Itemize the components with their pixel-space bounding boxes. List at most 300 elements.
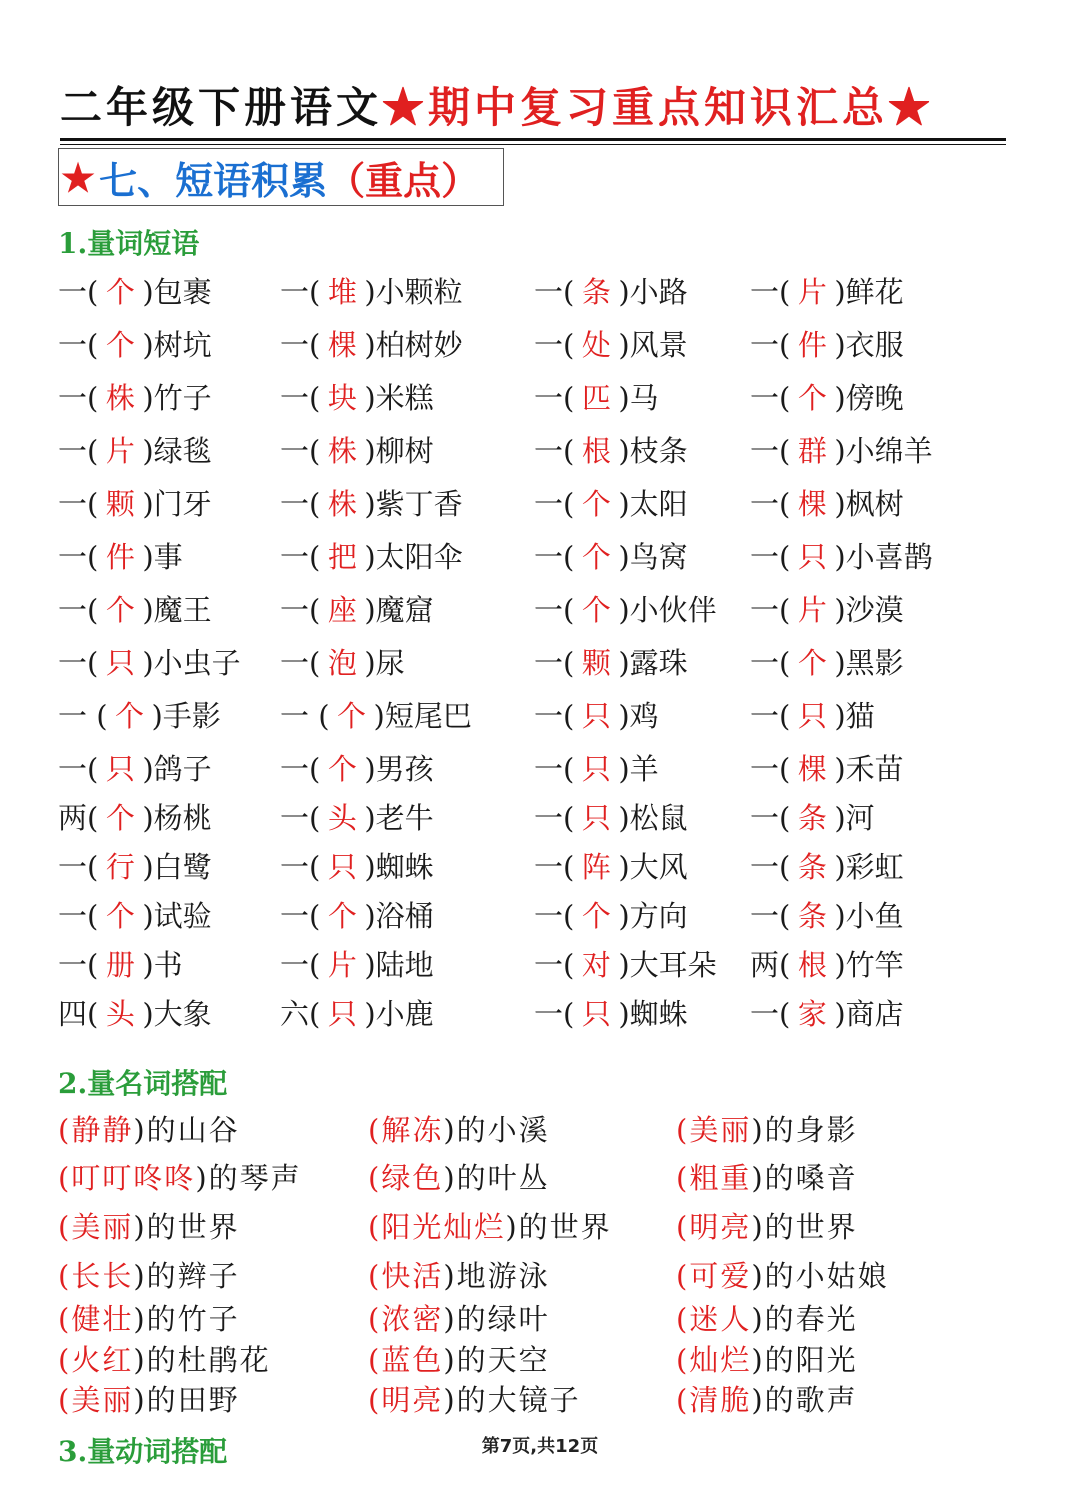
phrase-rest: )的叶丛 — [443, 1161, 550, 1195]
measure-phrase — [534, 643, 688, 683]
phrase-noun: )手影 — [151, 699, 221, 733]
phrase-noun: )露珠 — [618, 646, 688, 680]
answer-measure-word: 件 — [797, 328, 827, 362]
answer-measure-word: 株 — [327, 487, 357, 521]
measure-phrase — [750, 643, 904, 683]
answer-measure-word: 个 — [105, 801, 135, 835]
phrase-prefix: 一( — [534, 699, 575, 733]
measure-phrase — [58, 696, 221, 736]
measure-phrase — [58, 798, 212, 838]
phrase-noun: )试验 — [142, 899, 212, 933]
measure-phrase — [280, 431, 434, 471]
phrase-open-paren: ( — [676, 1210, 690, 1244]
answer-adjective: 蓝色 — [381, 1343, 444, 1377]
answer-measure-word: 片 — [105, 434, 135, 468]
noun-phrase — [676, 1299, 858, 1339]
phrase-noun: )黑影 — [834, 646, 904, 680]
phrase-prefix: 一( — [58, 540, 99, 574]
phrase-open-paren: ( — [58, 1343, 72, 1377]
measure-phrase — [750, 994, 904, 1034]
measure-phrase — [750, 378, 904, 418]
answer-measure-word: 只 — [581, 997, 611, 1031]
answer-measure-word: 只 — [105, 752, 135, 786]
phrase-noun: )羊 — [618, 752, 659, 786]
phrase-prefix: 一( — [534, 646, 575, 680]
phrase-rest: )的竹子 — [133, 1302, 240, 1336]
phrase-noun: )尿 — [364, 646, 405, 680]
phrase-noun: )枫树 — [834, 487, 904, 521]
answer-measure-word: 根 — [797, 948, 827, 982]
page-title-block — [60, 80, 1006, 145]
measure-phrase — [58, 896, 212, 936]
phrase-open-paren: ( — [368, 1343, 382, 1377]
phrase-prefix: 一( — [58, 381, 99, 415]
phrase-noun: )小绵羊 — [834, 434, 933, 468]
measure-phrase — [58, 431, 212, 471]
measure-row — [58, 484, 1018, 537]
phrase-prefix: 一( — [280, 328, 321, 362]
measure-phrase — [750, 847, 904, 887]
answer-measure-word: 个 — [797, 381, 827, 415]
title-underline-thin — [60, 144, 1006, 145]
phrase-prefix: 一( — [58, 328, 99, 362]
measure-phrase — [280, 798, 434, 838]
answer-adjective: 解冻 — [381, 1113, 444, 1147]
phrase-prefix: 一( — [280, 948, 321, 982]
noun-phrase — [368, 1299, 550, 1339]
subheading-verb-phrases: 3.量动词搭配 — [58, 1435, 228, 1468]
answer-measure-word: 条 — [797, 899, 827, 933]
answer-measure-word: 群 — [797, 434, 827, 468]
title-part-red: ★期中复习重点知识汇总★ — [382, 83, 935, 132]
answer-adjective: 长长 — [71, 1259, 134, 1293]
answer-measure-word: 棵 — [797, 487, 827, 521]
measure-row — [58, 696, 1018, 749]
phrase-prefix: 一( — [534, 593, 575, 627]
measure-phrase — [58, 590, 212, 630]
phrase-noun: )太阳伞 — [364, 540, 463, 574]
phrase-noun: )方向 — [618, 899, 688, 933]
noun-phrase — [676, 1110, 858, 1150]
phrase-rest: )的大镜子 — [443, 1383, 581, 1417]
answer-measure-word: 把 — [327, 540, 357, 574]
answer-measure-word: 个 — [581, 593, 611, 627]
phrase-noun: )小伙伴 — [618, 593, 717, 627]
phrase-open-paren: ( — [58, 1259, 72, 1293]
phrase-open-paren: ( — [368, 1113, 382, 1147]
measure-phrase — [750, 537, 933, 577]
measure-phrase — [58, 847, 212, 887]
answer-measure-word: 行 — [105, 850, 135, 884]
phrase-prefix: 一( — [750, 593, 791, 627]
measure-phrase — [750, 272, 904, 312]
measure-phrase — [534, 537, 688, 577]
phrase-noun: )蜘蛛 — [364, 850, 434, 884]
phrase-prefix: 一( — [534, 275, 575, 309]
phrase-noun: )短尾巴 — [373, 699, 472, 733]
noun-phrase — [368, 1340, 550, 1380]
phrase-noun: )小鹿 — [364, 997, 434, 1031]
phrase-noun: )柏树妙 — [364, 328, 463, 362]
noun-phrase — [368, 1380, 581, 1420]
measure-phrase — [534, 590, 717, 630]
answer-measure-word: 棵 — [327, 328, 357, 362]
answer-measure-word: 片 — [797, 275, 827, 309]
phrase-prefix: 一( — [280, 540, 321, 574]
phrase-rest: )的世界 — [505, 1210, 612, 1244]
answer-adjective: 明亮 — [689, 1210, 752, 1244]
phrase-prefix: 一( — [58, 593, 99, 627]
phrase-open-paren: ( — [676, 1113, 690, 1147]
phrase-noun: )陆地 — [364, 948, 434, 982]
answer-adjective: 美丽 — [689, 1113, 752, 1147]
answer-adjective: 迷人 — [689, 1302, 752, 1336]
subheading-noun-phrases: 2.量名词搭配 — [58, 1067, 228, 1100]
phrase-noun: )小路 — [618, 275, 688, 309]
phrase-prefix: 一( — [750, 275, 791, 309]
answer-measure-word: 个 — [581, 540, 611, 574]
measure-phrase — [58, 749, 212, 789]
measure-phrase — [534, 945, 717, 985]
phrase-noun: )白鹭 — [142, 850, 212, 884]
measure-phrase — [280, 643, 405, 683]
measure-row — [58, 325, 1018, 378]
answer-measure-word: 颗 — [581, 646, 611, 680]
phrase-noun: )彩虹 — [834, 850, 904, 884]
answer-measure-word: 块 — [327, 381, 357, 415]
measure-phrase — [534, 378, 659, 418]
phrase-prefix: 一( — [750, 752, 791, 786]
answer-adjective: 粗重 — [689, 1161, 752, 1195]
phrase-prefix: 一( — [534, 487, 575, 521]
phrase-prefix: 两( — [58, 801, 99, 835]
answer-measure-word: 个 — [327, 899, 357, 933]
section-heading — [58, 148, 504, 206]
answer-measure-word: 个 — [337, 699, 367, 733]
phrase-noun: )树坑 — [142, 328, 212, 362]
noun-phrase — [58, 1340, 271, 1380]
phrase-open-paren: ( — [368, 1210, 382, 1244]
answer-measure-word: 条 — [797, 801, 827, 835]
phrase-prefix: 一( — [58, 487, 99, 521]
phrase-prefix: 一( — [280, 381, 321, 415]
phrase-prefix: 一( — [750, 540, 791, 574]
answer-measure-word: 株 — [327, 434, 357, 468]
answer-measure-word: 头 — [105, 997, 135, 1031]
answer-measure-word: 只 — [327, 850, 357, 884]
phrase-open-paren: ( — [368, 1383, 382, 1417]
phrase-prefix: 一( — [750, 850, 791, 884]
phrase-noun: )沙漠 — [834, 593, 904, 627]
phrase-noun: )蜘蛛 — [618, 997, 688, 1031]
phrase-prefix: 一( — [280, 487, 321, 521]
phrase-noun: )松鼠 — [618, 801, 688, 835]
answer-measure-word: 片 — [797, 593, 827, 627]
phrase-rest: )的天空 — [443, 1343, 550, 1377]
measure-row — [58, 272, 1018, 325]
answer-measure-word: 座 — [327, 593, 357, 627]
noun-phrase — [58, 1110, 240, 1150]
measure-row — [58, 749, 1018, 802]
noun-phrase — [58, 1207, 240, 1247]
measure-row — [58, 431, 1018, 484]
answer-measure-word: 颗 — [105, 487, 135, 521]
answer-adjective: 清脆 — [689, 1383, 752, 1417]
phrase-rest: )的琴声 — [195, 1161, 302, 1195]
phrase-prefix: 一( — [280, 646, 321, 680]
measure-phrase — [58, 945, 183, 985]
answer-adjective: 美丽 — [71, 1210, 134, 1244]
phrase-prefix: 两( — [750, 948, 791, 982]
phrase-rest: )的身影 — [751, 1113, 858, 1147]
phrase-open-paren: ( — [676, 1302, 690, 1336]
phrase-noun: )小颗粒 — [364, 275, 463, 309]
measure-phrase — [534, 896, 688, 936]
answer-measure-word: 只 — [797, 540, 827, 574]
measure-phrase — [750, 749, 904, 789]
phrase-noun: )魔窟 — [364, 593, 434, 627]
phrase-prefix: 一( — [534, 899, 575, 933]
phrase-prefix: 一( — [534, 540, 575, 574]
phrase-prefix: 一( — [280, 899, 321, 933]
phrase-prefix: 一( — [750, 646, 791, 680]
measure-phrase — [750, 484, 904, 524]
answer-measure-word: 只 — [105, 646, 135, 680]
answer-measure-word: 个 — [797, 646, 827, 680]
phrase-open-paren: ( — [676, 1343, 690, 1377]
answer-adjective: 可爱 — [689, 1259, 752, 1293]
phrase-noun: )河 — [834, 801, 875, 835]
phrase-noun: )鸟窝 — [618, 540, 688, 574]
title-part-black: 二年级下册语文 — [60, 83, 383, 132]
measure-row — [58, 945, 1018, 998]
answer-measure-word: 对 — [581, 948, 611, 982]
phrase-noun: )米糕 — [364, 381, 434, 415]
phrase-prefix: 一( — [58, 850, 99, 884]
phrase-rest: )的杜鹃花 — [133, 1343, 271, 1377]
answer-measure-word: 株 — [105, 381, 135, 415]
phrase-noun: )绿毯 — [142, 434, 212, 468]
answer-measure-word: 只 — [581, 699, 611, 733]
subheading-measure-words: 1.量词短语 — [58, 227, 200, 260]
phrase-prefix: 一( — [58, 434, 99, 468]
star-icon: ★ — [61, 154, 96, 200]
phrase-noun: )猫 — [834, 699, 875, 733]
answer-measure-word: 条 — [797, 850, 827, 884]
measure-phrase — [534, 749, 659, 789]
noun-phrase — [58, 1299, 240, 1339]
measure-phrase — [750, 696, 875, 736]
phrase-noun: )小喜鹊 — [834, 540, 933, 574]
noun-phrase — [368, 1207, 612, 1247]
phrase-prefix: 一( — [280, 752, 321, 786]
phrase-prefix: 一( — [534, 328, 575, 362]
answer-measure-word: 个 — [105, 328, 135, 362]
phrase-noun: )衣服 — [834, 328, 904, 362]
answer-adjective: 健壮 — [71, 1302, 134, 1336]
phrase-prefix: 四( — [58, 997, 99, 1031]
measure-phrase — [280, 537, 463, 577]
phrase-noun: )事 — [142, 540, 183, 574]
measure-phrase — [280, 325, 463, 365]
measure-phrase — [280, 994, 434, 1034]
phrase-noun: )魔王 — [142, 593, 212, 627]
measure-phrase — [58, 325, 212, 365]
phrase-noun: )浴桶 — [364, 899, 434, 933]
answer-adjective: 静静 — [71, 1113, 134, 1147]
phrase-rest: )的辫子 — [133, 1259, 240, 1293]
answer-measure-word: 阵 — [581, 850, 611, 884]
phrase-noun: )小鱼 — [834, 899, 904, 933]
phrase-noun: )门牙 — [142, 487, 212, 521]
phrase-prefix: 一( — [280, 850, 321, 884]
answer-adjective: 阳光灿烂 — [381, 1210, 506, 1244]
answer-measure-word: 匹 — [581, 381, 611, 415]
phrase-open-paren: ( — [58, 1302, 72, 1336]
answer-measure-word: 只 — [327, 997, 357, 1031]
phrase-prefix: 一( — [750, 997, 791, 1031]
phrase-rest: )的田野 — [133, 1383, 240, 1417]
section-label: 七、短语积累 — [99, 157, 328, 203]
measure-row — [58, 994, 1018, 1047]
answer-measure-word: 条 — [581, 275, 611, 309]
measure-row — [58, 896, 1018, 949]
phrase-prefix: 一( — [750, 381, 791, 415]
phrase-rest: )的世界 — [751, 1210, 858, 1244]
answer-adjective: 叮叮咚咚 — [71, 1161, 196, 1195]
measure-phrase — [280, 945, 434, 985]
phrase-noun: )风景 — [618, 328, 688, 362]
page-title — [60, 80, 1006, 136]
phrase-prefix: 一( — [750, 487, 791, 521]
phrase-noun: )枝条 — [618, 434, 688, 468]
answer-measure-word: 棵 — [797, 752, 827, 786]
phrase-prefix: 六( — [280, 997, 321, 1031]
measure-phrase — [280, 896, 434, 936]
phrase-open-paren: ( — [58, 1383, 72, 1417]
phrase-prefix: 一( — [750, 899, 791, 933]
answer-measure-word: 个 — [115, 699, 145, 733]
phrase-prefix: 一 ( — [280, 699, 330, 733]
measure-phrase — [750, 798, 875, 838]
measure-phrase — [534, 431, 688, 471]
phrase-open-paren: ( — [368, 1161, 382, 1195]
noun-phrase — [58, 1256, 240, 1296]
phrase-prefix: 一( — [534, 752, 575, 786]
phrase-prefix: 一( — [280, 593, 321, 627]
noun-phrase — [58, 1380, 240, 1420]
noun-phrase — [368, 1256, 550, 1296]
noun-phrase — [676, 1158, 858, 1198]
phrase-open-paren: ( — [58, 1210, 72, 1244]
measure-row — [58, 847, 1018, 900]
measure-phrase — [534, 847, 688, 887]
answer-adjective: 明亮 — [381, 1383, 444, 1417]
measure-row — [58, 590, 1018, 643]
phrase-rest: )的阳光 — [751, 1343, 858, 1377]
phrase-noun: )老牛 — [364, 801, 434, 835]
measure-phrase — [280, 696, 472, 736]
phrase-rest: )的绿叶 — [443, 1302, 550, 1336]
measure-phrase — [534, 696, 659, 736]
answer-measure-word: 家 — [797, 997, 827, 1031]
phrase-rest: )的山谷 — [133, 1113, 240, 1147]
phrase-prefix: 一( — [534, 801, 575, 835]
phrase-rest: )的歌声 — [751, 1383, 858, 1417]
answer-measure-word: 个 — [581, 899, 611, 933]
answer-measure-word: 堆 — [327, 275, 357, 309]
answer-measure-word: 根 — [581, 434, 611, 468]
section-note: （重点） — [327, 157, 480, 203]
answer-adjective: 火红 — [71, 1343, 134, 1377]
phrase-noun: )紫丁香 — [364, 487, 463, 521]
phrase-noun: )大象 — [142, 997, 212, 1031]
phrase-open-paren: ( — [368, 1259, 382, 1293]
phrase-rest: )的小姑娘 — [751, 1259, 889, 1293]
phrase-rest: )的春光 — [751, 1302, 858, 1336]
measure-phrase — [280, 378, 434, 418]
answer-measure-word: 个 — [105, 275, 135, 309]
answer-adjective: 美丽 — [71, 1383, 134, 1417]
measure-phrase — [280, 847, 434, 887]
answer-measure-word: 册 — [105, 948, 135, 982]
measure-phrase — [750, 325, 904, 365]
phrase-noun: )商店 — [834, 997, 904, 1031]
measure-phrase — [750, 896, 904, 936]
measure-phrase — [58, 484, 212, 524]
answer-measure-word: 只 — [581, 752, 611, 786]
measure-row — [58, 643, 1018, 696]
phrase-open-paren: ( — [58, 1113, 72, 1147]
measure-phrase — [280, 484, 463, 524]
measure-row — [58, 378, 1018, 431]
answer-adjective: 浓密 — [381, 1302, 444, 1336]
answer-measure-word: 件 — [105, 540, 135, 574]
noun-phrase — [676, 1207, 858, 1247]
answer-measure-word: 个 — [105, 899, 135, 933]
answer-measure-word: 只 — [797, 699, 827, 733]
answer-measure-word: 只 — [581, 801, 611, 835]
measure-phrase — [58, 272, 212, 312]
measure-phrase — [280, 272, 463, 312]
phrase-noun: )杨桃 — [142, 801, 212, 835]
phrase-noun: )书 — [142, 948, 183, 982]
measure-phrase — [58, 537, 183, 577]
phrase-noun: )大风 — [618, 850, 688, 884]
measure-phrase — [534, 272, 688, 312]
phrase-noun: )小虫子 — [142, 646, 241, 680]
title-underline-thick — [60, 138, 1006, 141]
answer-measure-word: 处 — [581, 328, 611, 362]
answer-adjective: 快活 — [381, 1259, 444, 1293]
measure-row — [58, 537, 1018, 590]
phrase-prefix: 一( — [534, 997, 575, 1031]
phrase-noun: )大耳朵 — [618, 948, 717, 982]
phrase-noun: )马 — [618, 381, 659, 415]
phrase-noun: )鸡 — [618, 699, 659, 733]
measure-phrase — [58, 994, 212, 1034]
phrase-prefix: 一( — [534, 381, 575, 415]
phrase-noun: )鲜花 — [834, 275, 904, 309]
phrase-prefix: 一( — [750, 328, 791, 362]
phrase-open-paren: ( — [58, 1161, 72, 1195]
answer-adjective: 灿烂 — [689, 1343, 752, 1377]
phrase-open-paren: ( — [676, 1259, 690, 1293]
phrase-prefix: 一( — [750, 434, 791, 468]
measure-phrase — [750, 590, 904, 630]
measure-phrase — [58, 643, 241, 683]
measure-phrase — [750, 945, 904, 985]
